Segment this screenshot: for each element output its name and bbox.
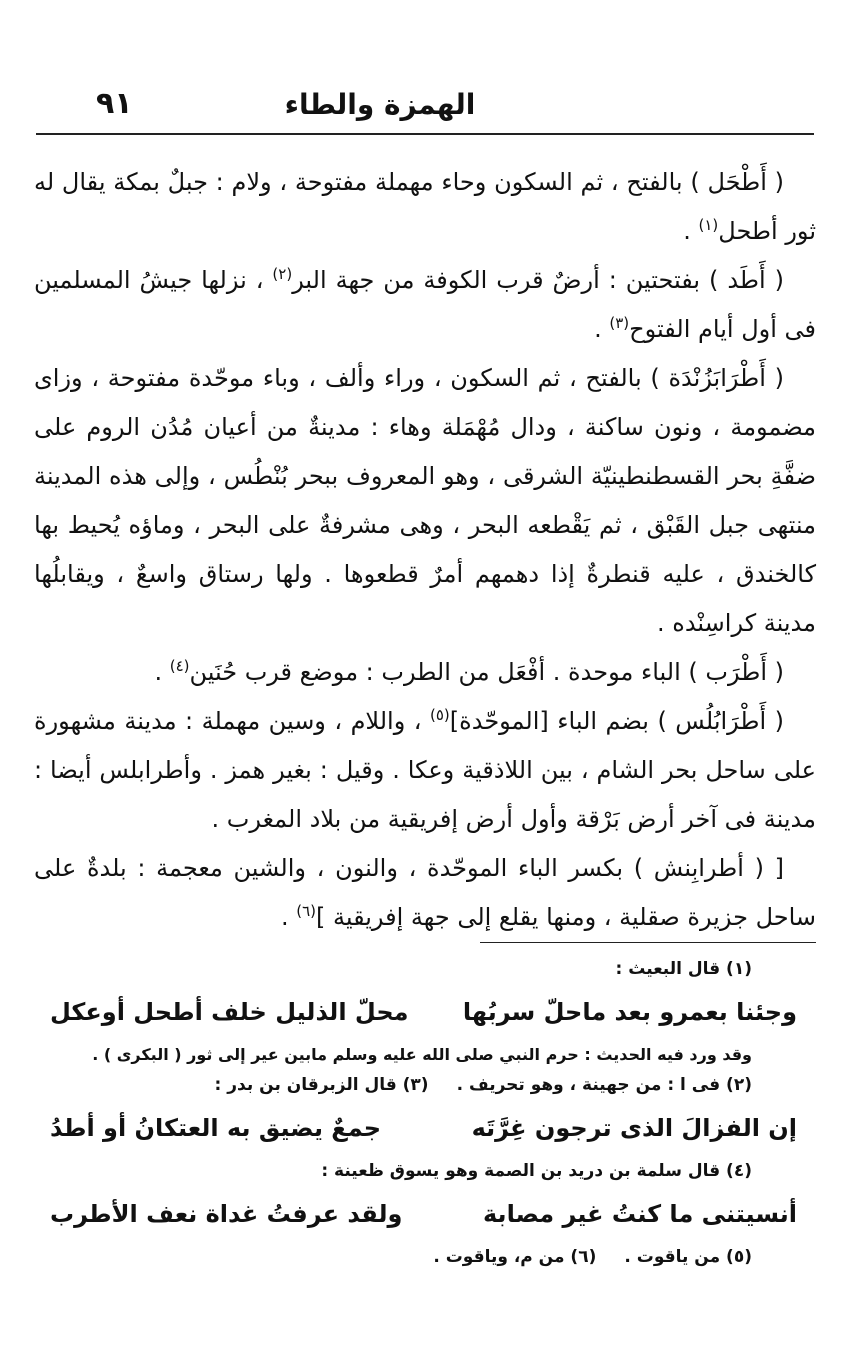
- footnote-2: (٢) فى ا : من جهينة ، وهو تحريف .: [456, 1075, 752, 1095]
- footnote-marker: (٥): [430, 706, 450, 724]
- footnote-separator: [480, 942, 816, 943]
- footnote-2-3: [90, 1070, 752, 1100]
- verse-2: [50, 1100, 797, 1156]
- footnote-marker: (٦): [296, 902, 316, 920]
- footnote-4: (٤) قال سلمة بن دريد بن الصمة وهو يسوق ظعينة :: [321, 1161, 752, 1181]
- footnote-5: (٥) من ياقوت .: [624, 1247, 752, 1267]
- verse-hemistich-first: إن الفزالَ الذى ترجون غِرَّتَه: [471, 1114, 797, 1142]
- verse-hemistich-second: جمعٌ يضيق به العتكانُ أو أطدُ: [50, 1114, 382, 1142]
- footnote-1: (١) قال البعيث :: [615, 959, 752, 979]
- footnote-3: (٣) قال الزبرقان بن بدر :: [214, 1075, 429, 1095]
- verse-hemistich-first: وجئنا بعمرو بعد ماحلّ سربُها: [462, 998, 797, 1026]
- footnote-marker: (٣): [609, 314, 630, 332]
- verse-1: [50, 984, 797, 1040]
- verse-hemistich-second: ولقد عرفتُ غداة نعف الأطرب: [50, 1200, 403, 1228]
- entry-atrab: ( أَطْرَب ) الباء موحدة . أفْعَل من الطرب : موضع قرب حُنَين$^{(٤)}$ .: [154, 657, 784, 686]
- page-header: [36, 82, 814, 126]
- footnotes: [50, 954, 797, 1272]
- entry-atihal: ( أَطْحَل ) بالفتح ، ثم السكون وحاء مهملة مفتوحة ، ولام : جبلٌ بمكة يقال له ثور أطحل$^{(١)}$ .: [34, 168, 816, 245]
- footnote-marker: (٢): [272, 265, 293, 283]
- footnote-marker: (٤): [169, 657, 190, 675]
- page-number: ٩١: [96, 86, 133, 121]
- verse-hemistich-first: أنسيتنى ما كنتُ غير مصابة: [483, 1200, 797, 1228]
- footnote-5-6: [90, 1242, 752, 1272]
- entry-atrabulus: ( أَطْرَابُلُس ) بضم الباء [الموحّدة]$^{(٥)}$ ، واللام ، وسين مهملة : مدينة مشهورة على ساحل بحر الشام ، بين اللاذقية وعكا . وقيل : بغير همز . وأطرابلس أيضا : مدينة فى آخر أرض بَرْقة وأول أرض إفريقية من بلاد المغرب .: [34, 706, 816, 833]
- entry-atrabazanda: ( أَطْرَابَزُنْدَة ) بالفتح ، ثم السكون ، وراء وألف ، وباء موحّدة مفتوحة ، وزاى مضمومة ، ونون ساكنة ، ودال مُهْمَلة وهاء : مدينةٌ من أعيان مُدُن الروم على ضفَّةِ بحر القسطنطينيّة الشرقى ، وهو المعروف ببحر بُنْطُس ، وإلى هذه المدينة منتهى جبل القَبْق ، ثم يَقْطعه البحر ، وهى مشرفةٌ على البحر ، وماؤه يُحيط بها كالخندق ، عليه قنطرةٌ إذا دهمهم أمرٌ قطعوها . ولها رستاق واسعٌ ، ويقابلُها مدينة كراسِنْده .: [34, 364, 816, 637]
- verse-hemistich-second: محلّ الذليل خلف أطحل أوعكل: [50, 998, 409, 1026]
- footnote-marker: (١): [698, 216, 719, 234]
- header-rule: [36, 133, 814, 135]
- entry-atad: ( أَطَد ) بفتحتين : أرضٌ قرب الكوفة من جهة البر$^{(٢)}$ ، نزلها جيشُ المسلمين فى أول أيام الفتوح$^{(٣)}$ .: [34, 265, 816, 343]
- footnote-1-note: وقد ورد فيه الحديث : حرم النبي صلى الله عليه وسلم مابين عير إلى ثور ( البكرى ) .: [92, 1045, 752, 1064]
- running-title: الهمزة والطاء: [284, 87, 476, 121]
- main-text: [34, 158, 816, 942]
- verse-3: [50, 1186, 797, 1242]
- entry-atrabinsh: [ ( أطرابِنش ) بكسر الباء الموحّدة ، والنون ، والشين معجمة : بلدةٌ على ساحل جزيرة صقلية ، ومنها يقلع إلى جهة إفريقية ]$^{(٦)}$ .: [34, 854, 816, 931]
- footnote-6: (٦) من م، وياقوت .: [433, 1247, 597, 1267]
